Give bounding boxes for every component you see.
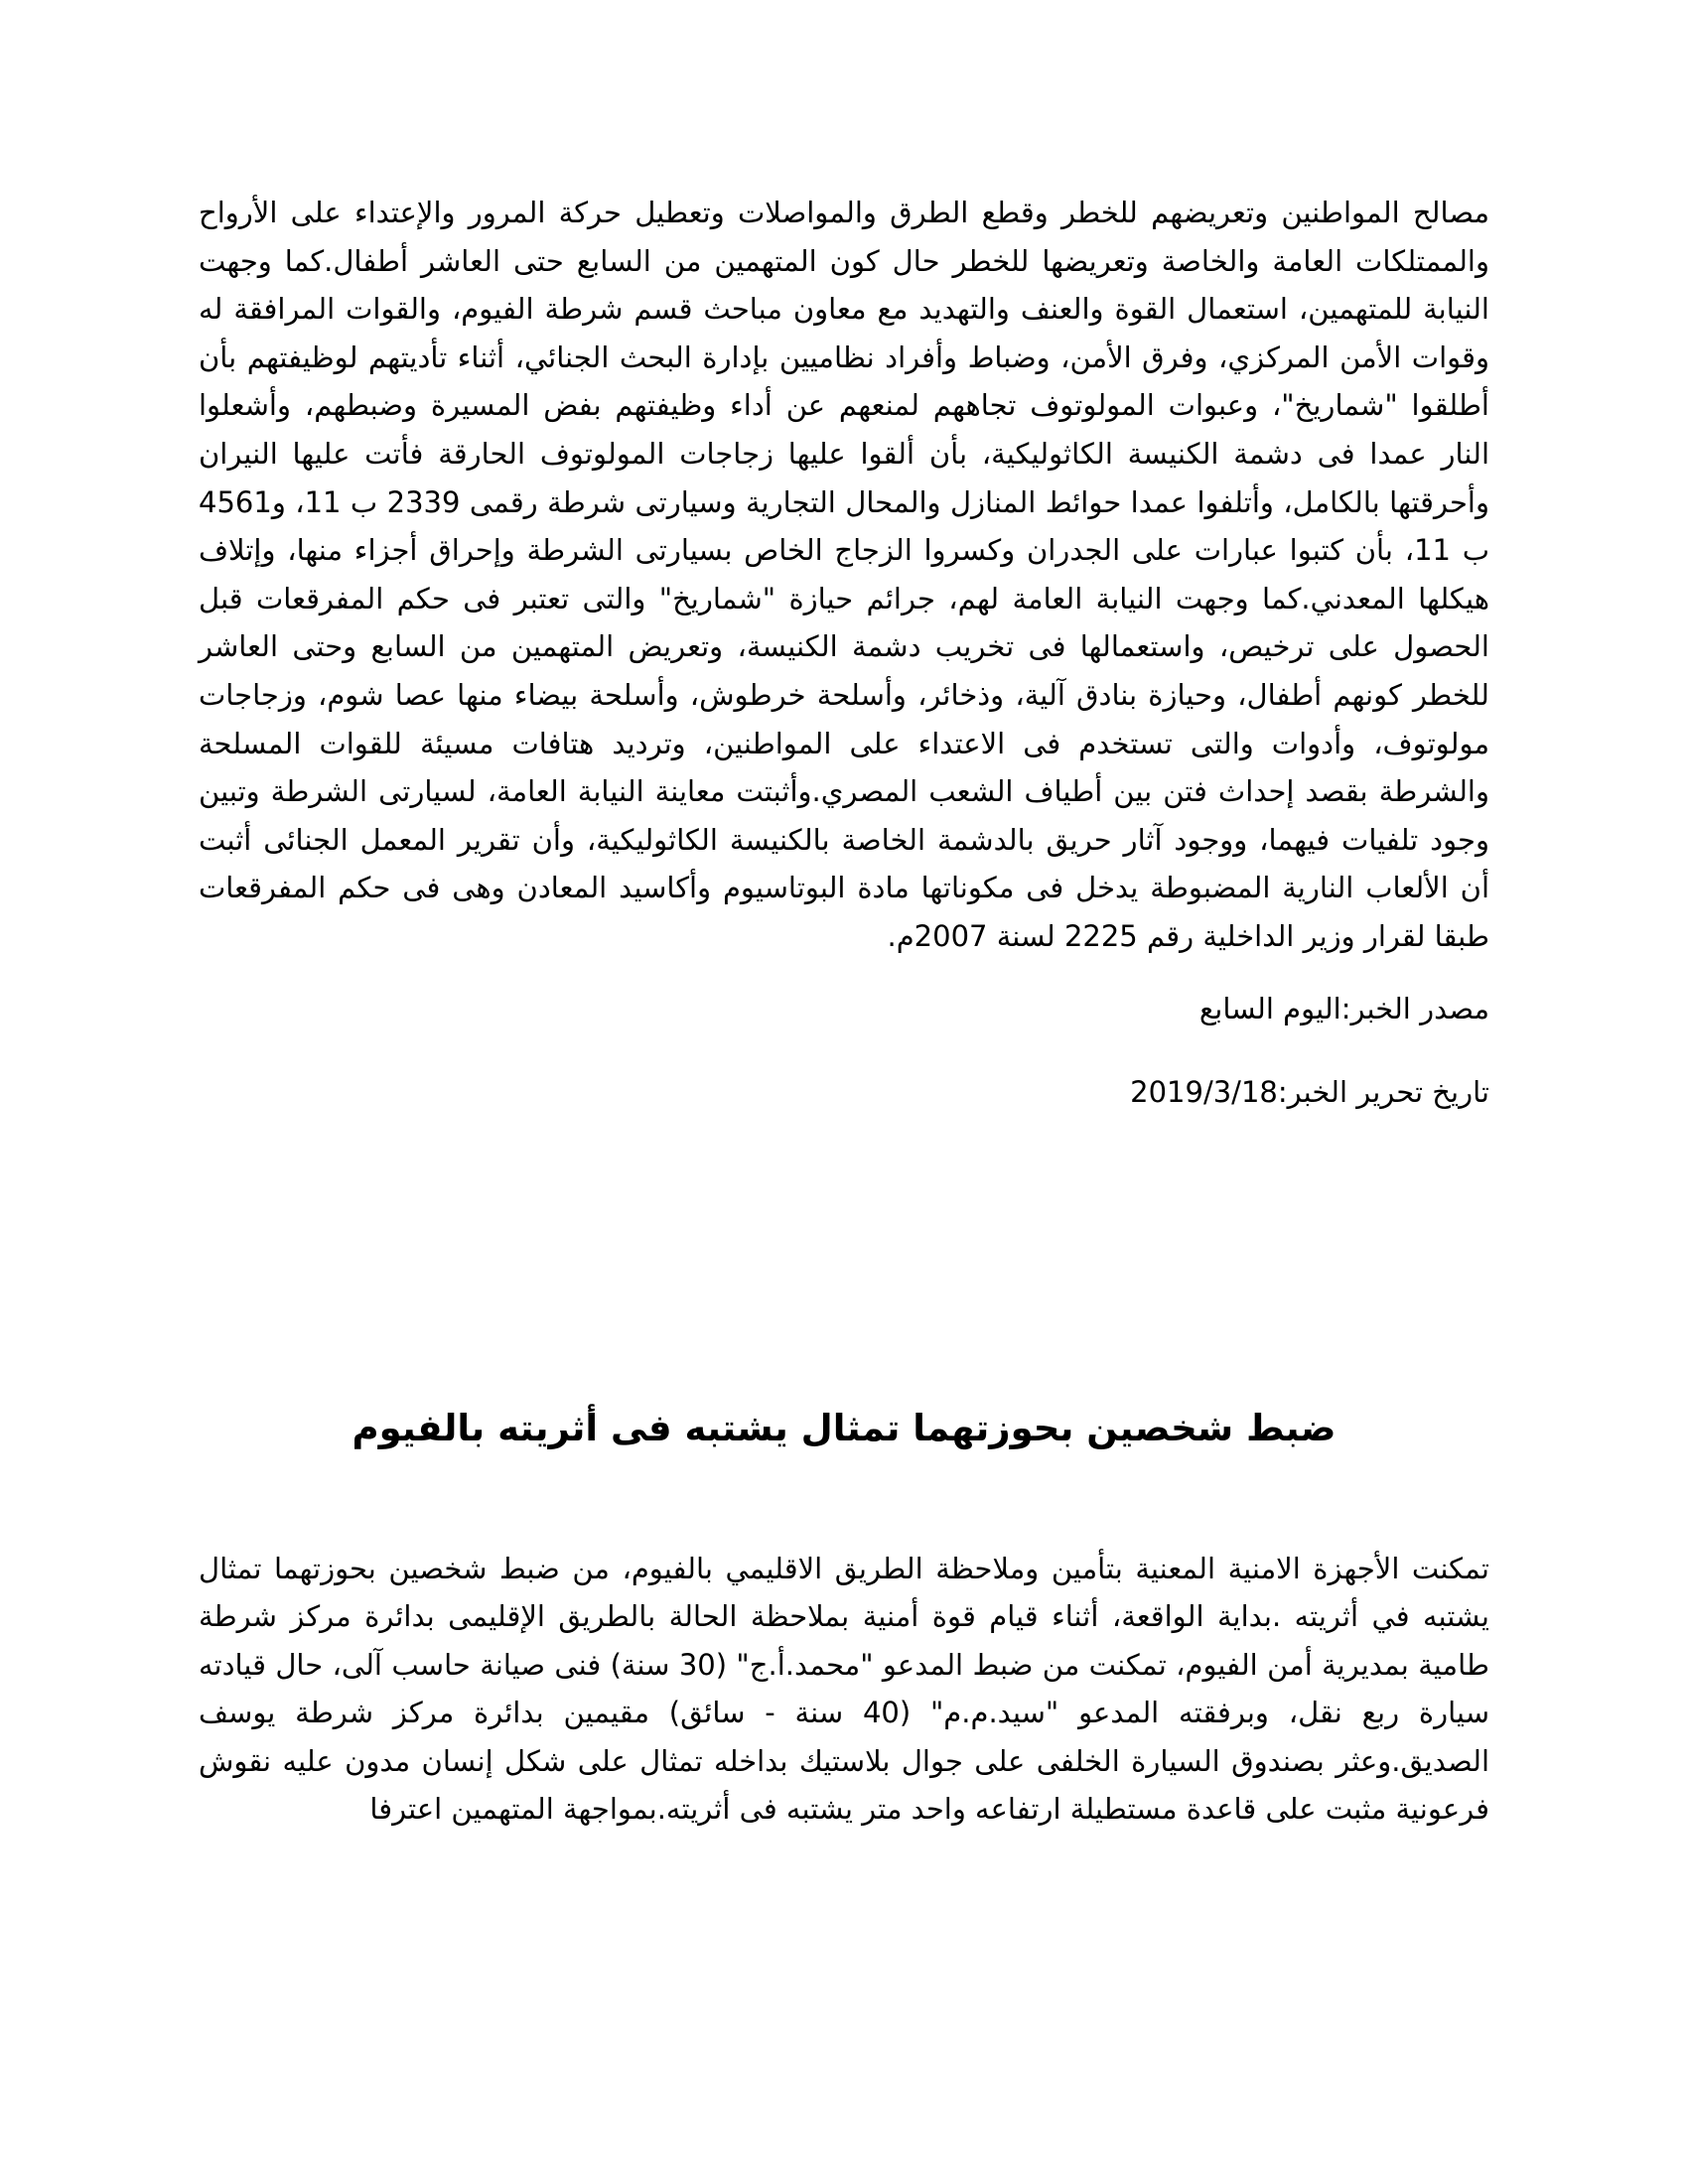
- edit-date-line: تاريخ تحرير الخبر:2019/3/18: [1130, 1074, 1489, 1109]
- article-1-body: مصالح المواطنين وتعريضهم للخطر وقطع الطرق والمواصلات وتعطيل حركة المرور والإعتداء على الأرواح والممتلكات العامة والخاصة وتعريضها للخطر حال كون المتهمين من السابع حتى العاشر أطفال.كما وجهت النيابة للمتهمين، استعمال القوة والعنف والتهديد مع معاون مباحث قسم شرطة الفيوم، والقوات المرافقة له وقوات الأمن المركزي، وفرق الأمن، وضباط وأفراد نظاميين بإدارة البحث الجنائي، أثناء تأديتهم لوظيفتهم بأن أطلقوا "شماريخ"، وعبوات المولوتوف تجاههم لمنعهم عن أداء وظيفتهم بفض المسيرة وضبطهم، وأشعلوا النار عمدا فى دشمة الكنيسة الكاثوليكية، بأن ألقوا عليها زجاجات المولوتوف الحارقة فأتت عليها النيران وأحرقتها بالكامل، وأتلفوا عمدا حوائط المنازل والمحال التجارية وسيارتى شرطة رقمى 2339 ب 11، و4561 ب 11، بأن كتبوا عبارات على الجدران وكسروا الزجاج الخاص بسيارتى الشرطة وإحراق أجزاء منها، وإتلاف هيكلها المعدني.كما وجهت النيابة العامة لهم، جرائم حيازة "شماريخ" والتى تعتبر فى حكم المفرقعات قبل الحصول على ترخيص، واستعمالها فى تخريب دشمة الكنيسة، وتعريض المتهمين من السابع وحتى العاشر للخطر كونهم أطفال، وحيازة بنادق آلية، وذخائر، وأسلحة خرطوش، وأسلحة بيضاء منها عصا شوم، وزجاجات مولوتوف، وأدوات والتى تستخدم فى الاعتداء على المواطنين، وترديد هتافات مسيئة للقوات المسلحة والشرطة بقصد إحداث فتن بين أطياف الشعب المصري.وأثبتت معاينة النيابة العامة، لسيارتى الشرطة وتبين وجود تلفيات فيهما، ووجود آثار حريق بالدشمة الخاصة بالكنيسة الكاثوليكية، وأن تقرير المعمل الجنائى أثبت أن الألعاب النارية المضبوطة يدخل فى مكوناتها مادة البوتاسيوم وأكاسيد المعادن وهى فى حكم المفرقعات طبقا لقرار وزير الداخلية رقم 2225 لسنة 2007م.: [199, 196, 1490, 953]
- document-page: [199, 189, 1489, 1834]
- article-2-title: ضبط شخصين بحوزتهما تمثال يشتبه فى أثريته بالفيوم: [352, 1406, 1336, 1449]
- article-2-body: تمكنت الأجهزة الامنية المعنية بتأمين وملاحظة الطريق الاقليمي بالفيوم، من ضبط شخصين بحوزتهما تمثال يشتبه في أثريته .بداية الواقعة، أثناء قيام قوة أمنية بملاحظة الحالة بالطريق الإقليمى بدائرة مركز شرطة طامية بمديرية أمن الفيوم، تمكنت من ضبط المدعو "محمد.أ.ج" (30 سنة) فنى صيانة حاسب آلى، حال قيادته سيارة ربع نقل، وبرفقته المدعو "سيد.م.م" (40 سنة - سائق) مقيمين بدائرة مركز شرطة يوسف الصديق.وعثر بصندوق السيارة الخلفى على جوال بلاستيك بداخله تمثال على شكل إنسان مدون عليه نقوش فرعونية مثبت على قاعدة مستطيلة ارتفاعه واحد متر يشتبه فى أثريته.بمواجهة المتهمين اعترفا: [199, 1551, 1489, 1827]
- news-source-line: مصدر الخبر:اليوم السابع: [1198, 991, 1489, 1025]
